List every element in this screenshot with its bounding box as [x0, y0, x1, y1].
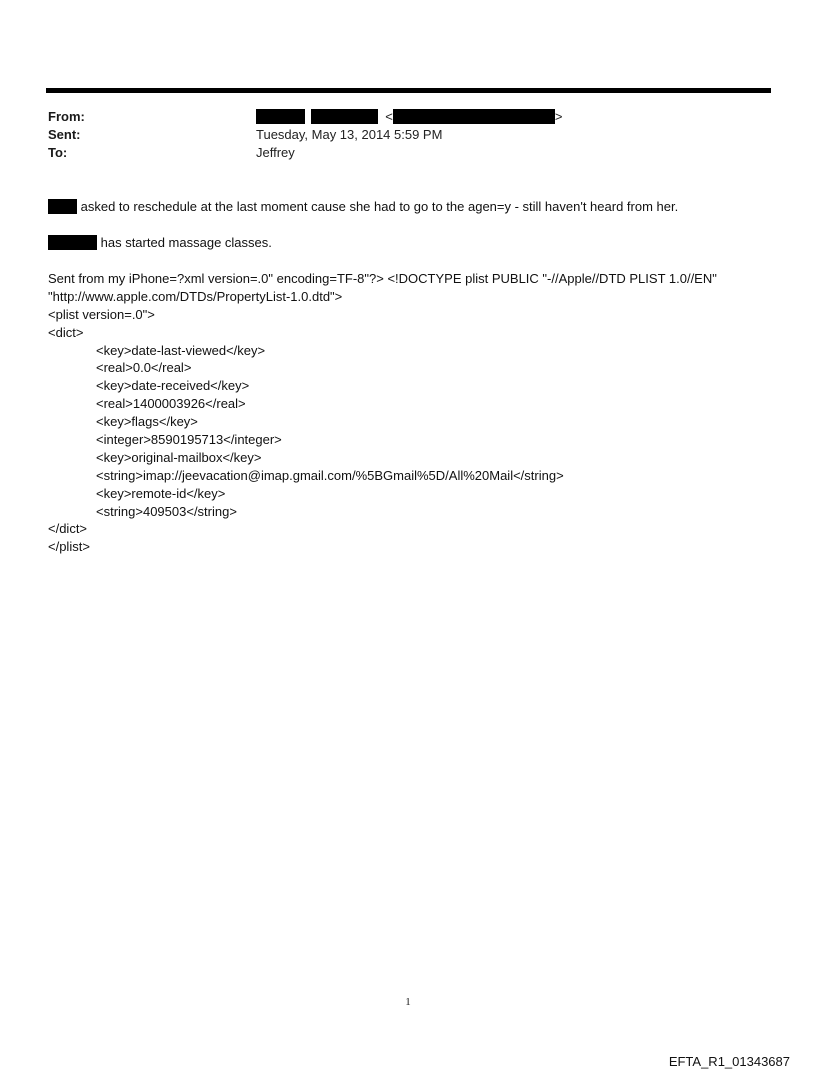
from-label: From: [48, 109, 85, 124]
xml-block [48, 270, 717, 556]
xml-line: <string>409503</string> [96, 503, 237, 519]
redaction-box [311, 109, 378, 124]
xml-line: <key>flags</key> [96, 414, 198, 430]
to-label: To: [48, 145, 68, 160]
redaction-box [393, 109, 555, 124]
paragraph-text: has started massage classes. [100, 235, 272, 250]
redaction-box [48, 199, 77, 214]
xml-line: <key>original-mailbox</key> [96, 449, 262, 465]
xml-line: Sent from my iPhone=?xml version=.0" encoding=TF-8"?> <!DOCTYPE plist PUBLIC "-//Apple//DTD PLIST 1.0//EN" [48, 271, 717, 286]
xml-line: <key>date-received</key> [96, 378, 250, 394]
redaction-box [256, 109, 305, 124]
xml-line: <integer>8590195713</integer> [96, 432, 282, 448]
xml-line: <plist version=.0"> [48, 306, 155, 322]
page-number: 1 [405, 996, 411, 1008]
xml-line: <key>remote-id</key> [96, 485, 226, 501]
to-value: Jeffrey [256, 145, 295, 160]
email-close-bracket: > [554, 109, 563, 124]
redaction-box [48, 235, 97, 250]
paragraph-text: asked to reschedule at the last moment cause she had to go to the agen=y - still haven't heard from her. [80, 199, 679, 214]
xml-line: <key>date-last-viewed</key> [96, 342, 266, 358]
xml-line: <real>0.0</real> [96, 360, 192, 376]
body-paragraph-1 [48, 198, 678, 216]
sent-label: Sent: [48, 127, 81, 142]
xml-line: </dict> [48, 521, 88, 537]
xml-line: <real>1400003926</real> [96, 396, 246, 412]
xml-line: <string>imap://jeevacation@imap.gmail.com/%5BGmail%5D/All%20Mail</string> [96, 467, 564, 483]
from-value [256, 108, 562, 126]
header-rule [46, 88, 771, 93]
body-paragraph-2 [48, 234, 272, 252]
xml-line: "http://www.apple.com/DTDs/PropertyList-1.0.dtd"> [48, 288, 343, 304]
xml-line: </plist> [48, 539, 90, 555]
email-open-bracket: < [385, 109, 393, 124]
sent-value: Tuesday, May 13, 2014 5:59 PM [256, 127, 443, 142]
document-id: EFTA_R1_01343687 [668, 1054, 790, 1069]
xml-line: <dict> [48, 324, 84, 340]
